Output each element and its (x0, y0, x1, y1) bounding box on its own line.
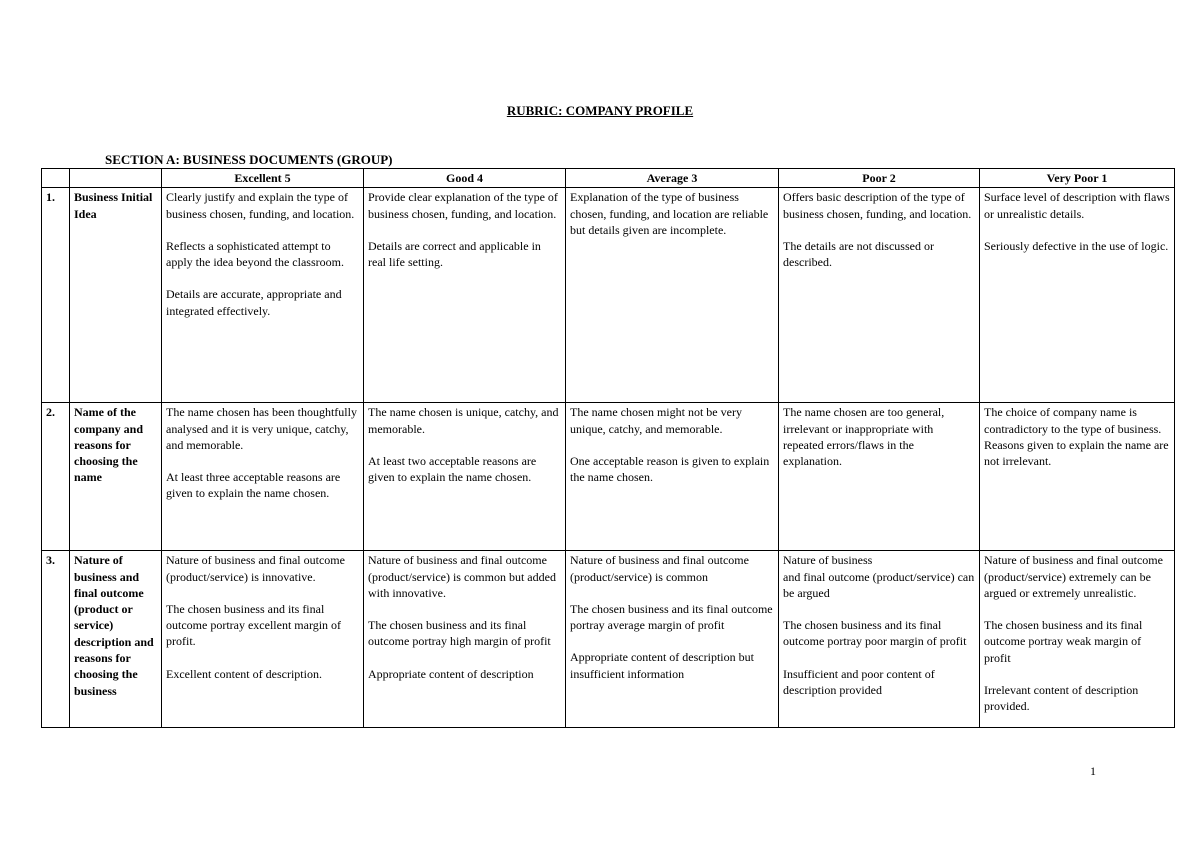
rubric-cell-very-poor (980, 188, 1175, 403)
rubric-cell-average (566, 403, 779, 551)
rubric-cell-excellent (162, 551, 364, 728)
descriptor-paragraph: Nature of business and final outcome (product/service) is innovative. (166, 553, 345, 584)
criterion-number: 2. (42, 403, 70, 551)
rubric-cell-poor (779, 403, 980, 551)
descriptor-paragraph: The details are not discussed or described. (783, 238, 934, 270)
rubric-row (42, 551, 1175, 728)
descriptor-paragraph: Nature of business and final outcome (product/service) can be argued (783, 553, 975, 600)
rubric-cell-good (364, 551, 566, 728)
descriptor-paragraph: The choice of company name is contradictory to the type of business. Reasons given to explain the name are not irrelevant. (984, 405, 1169, 469)
header-average: Average 3 (566, 169, 779, 188)
descriptor-paragraph: Excellent content of description. (166, 666, 322, 681)
descriptor-paragraph: Appropriate content of description (368, 666, 534, 681)
rubric-cell-excellent (162, 403, 364, 551)
header-blank-number (42, 169, 70, 188)
descriptor-paragraph: Nature of business and final outcome (product/service) is common (570, 553, 749, 584)
descriptor-paragraph: Appropriate content of description but insufficient information (570, 650, 754, 681)
descriptor-paragraph: Irrelevant content of description provided. (984, 683, 1139, 714)
descriptor-paragraph: The name chosen might not be very unique, catchy, and memorable. (570, 405, 742, 436)
header-very-poor: Very Poor 1 (980, 169, 1175, 188)
descriptor-paragraph: Explanation of the type of business chosen, funding, and location are reliable but details given are incomplete. (570, 190, 769, 237)
descriptor-paragraph: The chosen business and its final outcome portray high margin of profit (368, 618, 551, 649)
rubric-cell-poor (779, 551, 980, 728)
rubric-row (42, 188, 1175, 403)
criterion-number: 1. (42, 188, 70, 403)
page-number: 1 (1090, 764, 1096, 778)
descriptor-paragraph: Insufficient and poor content of description provided (783, 666, 935, 698)
rubric-cell-good (364, 403, 566, 551)
rubric-cell-good (364, 188, 566, 403)
descriptor-paragraph: One acceptable reason is given to explain the name chosen. (570, 453, 770, 485)
descriptor-paragraph: Provide clear explanation of the type of business chosen, funding, and location. (368, 190, 558, 221)
descriptor-paragraph: The name chosen has been thoughtfully analysed and it is very unique, catchy, and memorable. (166, 405, 357, 452)
descriptor-paragraph: The chosen business and its final outcome portray poor margin of profit (783, 618, 967, 649)
descriptor-paragraph: Clearly justify and explain the type of business chosen, funding, and location. (166, 190, 355, 221)
descriptor-paragraph: Details are accurate, appropriate and integrated effectively. (166, 287, 342, 318)
header-good: Good 4 (364, 169, 566, 188)
criterion-name: Nature of business and final outcome (product or service) description and reasons for choosing the business (70, 551, 162, 728)
header-poor: Poor 2 (779, 169, 980, 188)
descriptor-paragraph: Details are correct and applicable in real life setting. (368, 238, 541, 270)
descriptor-paragraph: Offers basic description of the type of business chosen, funding, and location. (783, 190, 972, 221)
descriptor-paragraph: The chosen business and its final outcome portray excellent margin of profit. (166, 601, 342, 649)
criterion-number: 3. (42, 551, 70, 728)
rubric-header-row (42, 169, 1175, 188)
descriptor-paragraph: The chosen business and its final outcome portray average margin of profit (570, 601, 773, 633)
rubric-cell-average (566, 188, 779, 403)
descriptor-paragraph: Nature of business and final outcome (product/service) is common but added with innovative. (368, 553, 556, 600)
criterion-name: Name of the company and reasons for choosing the name (70, 403, 162, 551)
rubric-cell-poor (779, 188, 980, 403)
descriptor-paragraph: At least three acceptable reasons are given to explain the name chosen. (166, 470, 341, 501)
header-excellent: Excellent 5 (162, 169, 364, 188)
descriptor-paragraph: Nature of business and final outcome (product/service) extremely can be argued or extremely unrealistic. (984, 553, 1163, 600)
rubric-table (41, 168, 1175, 728)
section-heading: SECTION A: BUSINESS DOCUMENTS (GROUP) (105, 152, 393, 167)
descriptor-paragraph: Reflects a sophisticated attempt to apply the idea beyond the classroom. (166, 238, 344, 270)
header-blank-criterion (70, 169, 162, 188)
descriptor-paragraph: The chosen business and its final outcome portray weak margin of profit (984, 618, 1143, 665)
criterion-name: Business Initial Idea (70, 188, 162, 403)
descriptor-paragraph: Surface level of description with flaws or unrealistic details. (984, 190, 1170, 221)
descriptor-paragraph: At least two acceptable reasons are given to explain the name chosen. (368, 453, 537, 485)
rubric-cell-excellent (162, 188, 364, 403)
rubric-cell-very-poor (980, 403, 1175, 551)
rubric-row (42, 403, 1175, 551)
document-title: RUBRIC: COMPANY PROFILE (506, 103, 694, 118)
rubric-cell-average (566, 551, 779, 728)
descriptor-paragraph: The name chosen is unique, catchy, and memorable. (368, 405, 559, 436)
descriptor-paragraph: The name chosen are too general, irrelevant or inappropriate with repeated errors/flaws in the explanation. (783, 405, 945, 469)
rubric-cell-very-poor (980, 551, 1175, 728)
descriptor-paragraph: Seriously defective in the use of logic. (984, 238, 1169, 253)
